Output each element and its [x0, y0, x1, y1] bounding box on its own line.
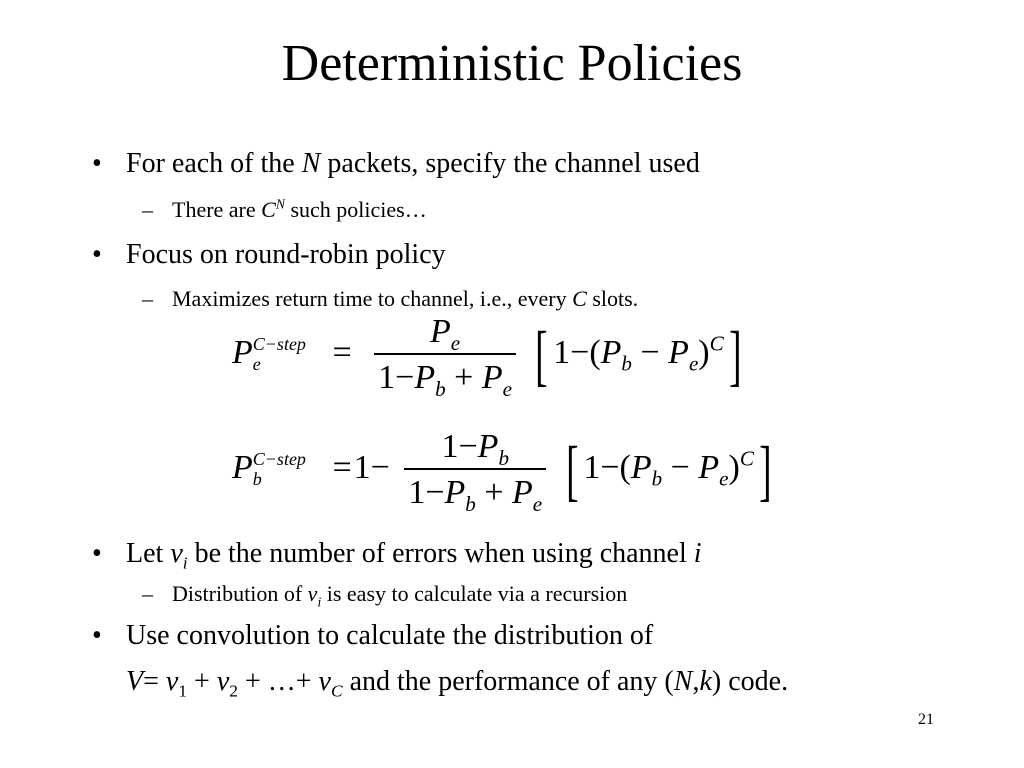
- bullet-marker: •: [92, 239, 102, 270]
- eq2-den-minus: −: [425, 474, 445, 511]
- eq1-br-paren-close: ): [698, 333, 710, 371]
- bullet-1-pre: For each of the: [126, 148, 302, 179]
- eq1-den-one: 1: [378, 359, 396, 396]
- bullet-3-subscript: i: [182, 553, 188, 573]
- eq1-right-bracket: ]: [728, 317, 742, 393]
- line2-v1: v: [165, 666, 179, 697]
- line2-end: ) code.: [711, 666, 789, 697]
- bullet-2-text: Focus on round-robin policy: [126, 239, 446, 270]
- eq1-br-paren-open: (: [589, 333, 601, 371]
- eq1-equals: =: [332, 333, 352, 371]
- eq2-num-minus: −: [458, 428, 478, 465]
- eq1-num-sub: e: [450, 330, 461, 355]
- sub-bullet-3-pre: Distribution of: [172, 581, 308, 606]
- eq2-num-pb-sub: b: [498, 445, 509, 470]
- eq1-lhs-sub: e: [252, 354, 261, 374]
- page-number: 21: [918, 711, 934, 728]
- eq2-lhs-base: P: [232, 448, 253, 486]
- eq1-left-bracket: [: [535, 317, 549, 393]
- eq1-br-one: 1: [553, 333, 571, 371]
- bullet-3-var: i: [693, 538, 702, 569]
- eq2-br-pb-sub: b: [651, 466, 663, 491]
- bullet-3-base: v: [170, 538, 183, 569]
- sub-bullet-1-sup: N: [275, 196, 285, 212]
- bullet-4: [92, 622, 653, 650]
- eq2-br-minus: −: [600, 448, 620, 486]
- dash-marker: –: [142, 581, 153, 606]
- eq1-br-exp: C: [709, 331, 724, 356]
- sub-bullet-2-post: slots.: [586, 286, 639, 311]
- eq2-fraction: [404, 428, 546, 516]
- eq2-num-pb: P: [477, 428, 499, 465]
- equation-pb: [232, 428, 777, 516]
- line2-k: k: [699, 666, 712, 697]
- bullet-4-text: Use convolution to calculate the distribution of: [126, 620, 654, 651]
- eq2-den-pb: P: [444, 474, 466, 511]
- line2-s2: 2: [229, 681, 238, 701]
- line2-plus2: + …+: [237, 666, 319, 697]
- line2-v2: v: [216, 666, 230, 697]
- line2-n: N: [673, 666, 693, 697]
- eq1-br-pe: P: [668, 333, 689, 371]
- eq2-one-minus: 1−: [353, 448, 390, 486]
- bullet-marker: •: [92, 620, 102, 651]
- eq2-br-paren-open: (: [619, 448, 631, 486]
- bullet-1-post: packets, specify the channel used: [320, 148, 700, 179]
- sub-bullet-3-base: v: [307, 581, 318, 606]
- eq2-den-plus: +: [484, 474, 504, 511]
- bullet-2: [92, 241, 446, 269]
- bullet-3-pre: Let: [126, 538, 171, 569]
- bullet-3: [92, 538, 702, 573]
- eq1-lhs-base: P: [232, 333, 253, 371]
- sub-bullet-3-post: is easy to calculate via a recursion: [321, 581, 628, 606]
- line2-sc: C: [330, 681, 343, 701]
- eq2-lhs-sub: b: [252, 469, 262, 489]
- line2-plus1: +: [187, 666, 217, 697]
- eq1-br-minus: −: [570, 333, 590, 371]
- bullet-4-line-2: [126, 666, 789, 701]
- eq1-den-pe: P: [481, 359, 503, 396]
- eq2-br-pb: P: [630, 448, 652, 486]
- eq1-den-minus: −: [395, 359, 415, 396]
- eq1-num-base: P: [429, 313, 451, 350]
- sub-bullet-2: [142, 288, 638, 310]
- eq1-fraction: [374, 313, 516, 401]
- line2-V: V: [126, 666, 144, 697]
- eq2-lhs-sup: C−step: [252, 449, 306, 470]
- eq2-right-bracket: ]: [758, 432, 772, 508]
- eq2-den-pe: P: [512, 474, 533, 511]
- eq1-den-plus: +: [454, 359, 474, 396]
- eq1-br-pb-sub: b: [621, 351, 632, 376]
- bullet-3-mid: be the number of errors when using channel: [187, 538, 694, 569]
- line2-vc: v: [318, 666, 331, 697]
- line2-comma: ,: [692, 666, 700, 697]
- eq2-den-pb-sub: b: [465, 491, 476, 516]
- dash-marker: –: [142, 286, 153, 311]
- eq2-equals: =: [332, 448, 352, 486]
- sub-bullet-2-var: C: [572, 286, 587, 311]
- eq1-br-minus2: −: [640, 333, 660, 371]
- sub-bullet-1-pre: There are: [172, 197, 262, 222]
- eq2-br-pe-sub: e: [719, 466, 729, 491]
- eq2-den-pe-sub: e: [532, 491, 543, 516]
- eq1-den-pe-sub: e: [502, 376, 512, 401]
- eq1-den-pb-sub: b: [435, 376, 446, 401]
- sub-bullet-3-subscript: i: [317, 594, 322, 610]
- line2-post: and the performance of any (: [342, 666, 674, 697]
- sub-bullet-2-pre: Maximizes return time to channel, i.e., every: [172, 286, 573, 311]
- sub-bullet-3: [142, 581, 628, 610]
- sub-bullet-1-post: such policies…: [284, 197, 427, 222]
- eq2-br-pe: P: [698, 448, 720, 486]
- dash-marker: –: [142, 197, 153, 222]
- bullet-marker: •: [92, 148, 102, 179]
- eq2-den-one: 1: [408, 474, 426, 511]
- eq1-br-pb: P: [600, 333, 622, 371]
- eq2-left-bracket: [: [565, 432, 579, 508]
- eq2-br-exp: C: [739, 446, 754, 471]
- eq2-br-minus2: −: [670, 448, 690, 486]
- line2-s1: 1: [178, 681, 188, 701]
- eq1-den-pb: P: [414, 359, 436, 396]
- eq2-num-one: 1: [441, 428, 459, 465]
- eq1-lhs-sup: C−step: [252, 334, 306, 355]
- bullet-1: [92, 150, 700, 178]
- eq1-br-pe-sub: e: [688, 351, 699, 376]
- eq2-br-paren-close: ): [728, 448, 740, 486]
- equation-pe: [232, 313, 746, 401]
- bullet-marker: •: [92, 538, 102, 569]
- sub-bullet-1: [142, 196, 427, 222]
- bullet-1-var: N: [301, 148, 321, 179]
- eq2-br-one: 1: [583, 448, 601, 486]
- slide-title: Deterministic Policies: [281, 35, 743, 92]
- line2-eq: =: [143, 666, 166, 697]
- sub-bullet-1-base: C: [261, 197, 276, 222]
